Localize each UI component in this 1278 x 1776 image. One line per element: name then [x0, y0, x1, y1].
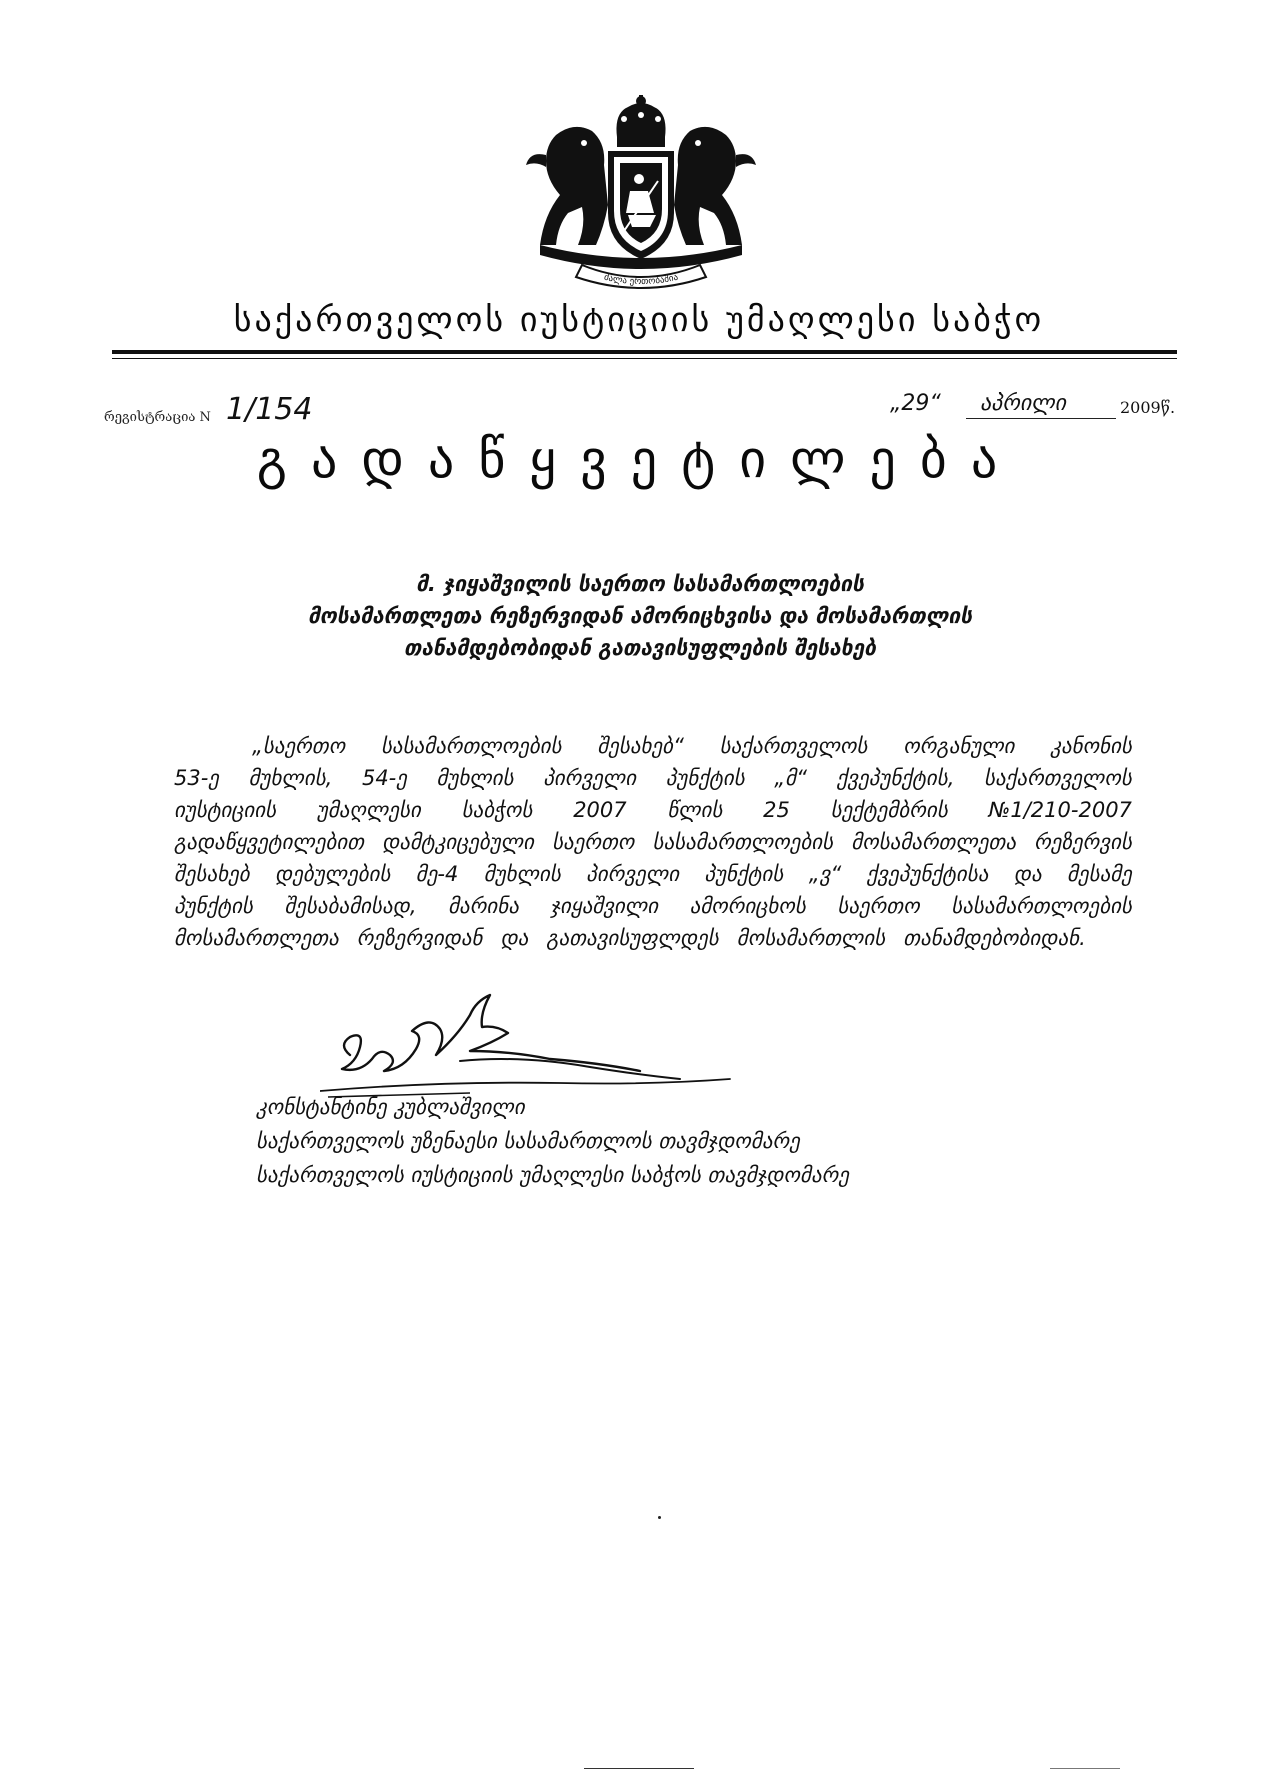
body-word: მოსამართლეთა: [174, 926, 339, 950]
body-word: პუნქტის: [704, 862, 784, 886]
body-word: მე-4: [415, 862, 459, 886]
body-word: №1/210-2007: [988, 798, 1132, 822]
body-word: საქართველოს: [719, 734, 868, 758]
body-word: ქვეპუნქტის,: [836, 766, 955, 790]
body-word: მესამე: [1066, 862, 1132, 886]
body-line: [174, 858, 1132, 890]
scan-speck: [658, 1516, 661, 1519]
body-word: საქართველოს: [984, 766, 1132, 790]
signer-title: საქართველოს უზენაესი სასამართლოს თავმჯდომარე: [256, 1129, 800, 1153]
body-word: მოსამართლეთა: [851, 830, 1016, 854]
body-word: უმაღლესი: [316, 798, 421, 822]
registration-label: რეგისტრაცია N: [104, 410, 211, 425]
subject-line: მოსამართლეთა რეზერვიდან ამორიცხვისა და მოსამართლის: [307, 604, 973, 628]
body-word: მარინა: [448, 894, 519, 918]
body-word: „ვ“: [808, 862, 842, 886]
body-line: [174, 794, 1132, 826]
subject-block: [200, 568, 1080, 664]
body-word: მუხლის: [483, 862, 561, 886]
body-word: პირველი: [586, 862, 680, 886]
signer-title: საქართველოს იუსტიციის უმაღლესი საბჭოს თავმჯდომარე: [256, 1163, 850, 1187]
body-word: რეზერვიდან: [356, 926, 483, 950]
date-underline: [966, 418, 1116, 419]
body-word: 54-ე: [361, 766, 407, 790]
body-line: [174, 762, 1132, 794]
lion-left-icon: [526, 127, 608, 245]
shield-icon: [608, 151, 674, 259]
body-word: ქვეპუნქტისა: [866, 862, 989, 886]
body-word: საერთო: [837, 894, 920, 918]
body-word: მოსამართლის: [736, 926, 886, 950]
crown-icon: [616, 95, 665, 147]
emblem-motto: ძალა ერთობაშია: [602, 272, 680, 288]
body-word: დებულების: [275, 862, 391, 886]
body-word: ჯიყაშვილი: [550, 894, 659, 918]
body-word: და: [1013, 862, 1042, 886]
body-line: [174, 890, 1132, 922]
body-word: სექტემბრის: [830, 798, 948, 822]
signer-name: კონსტანტინე კუბლაშვილი: [256, 1095, 525, 1119]
body-word: სასამართლოების: [380, 734, 562, 758]
body-word: სასამართლოების: [652, 830, 834, 854]
body-line: [174, 730, 1132, 762]
body-word: მუხლის: [436, 766, 514, 790]
body-word: მუხლის,: [248, 766, 333, 790]
body-word: პუნქტის: [174, 894, 253, 918]
lion-right-icon: [674, 127, 756, 245]
body-word: შესახებ: [174, 862, 250, 886]
body-word: წლის: [667, 798, 723, 822]
body-word: რეზერვის: [1034, 830, 1132, 854]
date-day: „29“: [890, 391, 941, 416]
registration-number: 1/154: [226, 392, 313, 427]
body-word: იუსტიციის: [174, 798, 277, 822]
body-word: კანონის: [1050, 734, 1132, 758]
body-word: საბჭოს: [461, 798, 533, 822]
body-word: შესაბამისად,: [284, 894, 417, 918]
body-word: 25: [763, 798, 790, 822]
signer-block: [256, 1090, 849, 1192]
body-word: „საერთო: [252, 734, 346, 758]
body-word: გადაწყვეტილებით: [174, 830, 365, 854]
body-word: თანამდებობიდან.: [903, 926, 1086, 950]
header-rule-thick: [112, 350, 1177, 354]
body-word: 53-ე: [174, 766, 219, 790]
body-paragraph: [174, 730, 1132, 954]
body-word: დამტკიცებული: [382, 830, 534, 854]
footer-line: [1050, 1768, 1120, 1769]
body-word: პუნქტის: [665, 766, 745, 790]
body-word: და: [500, 926, 529, 950]
body-line: [174, 922, 1132, 954]
subject-line: თანამდებობიდან გათავისუფლების შესახებ: [404, 636, 876, 660]
body-word: 2007: [573, 798, 627, 822]
date-month: აპრილი: [980, 391, 1067, 416]
body-word: პირველი: [543, 766, 637, 790]
body-word: სასამართლოების: [951, 894, 1132, 918]
body-line: [174, 826, 1132, 858]
subject-line: მ. ჯიყაშვილის საერთო სასამართლოების: [416, 572, 864, 596]
footer-line: [584, 1768, 694, 1769]
body-word: „მ“: [774, 766, 808, 790]
document-type-heading: გადაწყვეტილება: [256, 430, 1022, 490]
body-word: გათავისუფლდეს: [546, 926, 719, 950]
body-word: ორგანული: [903, 734, 1015, 758]
body-word: შესახებ“: [597, 734, 684, 758]
header-rule-thin: [112, 358, 1177, 359]
organization-title: საქართველოს იუსტიციის უმაღლესი საბჭო: [233, 300, 1045, 340]
date-year: 2009წ.: [1120, 398, 1176, 417]
coat-of-arms-emblem: [516, 95, 766, 295]
body-word: საერთო: [552, 830, 635, 854]
body-word: ამორიცხოს: [689, 894, 806, 918]
